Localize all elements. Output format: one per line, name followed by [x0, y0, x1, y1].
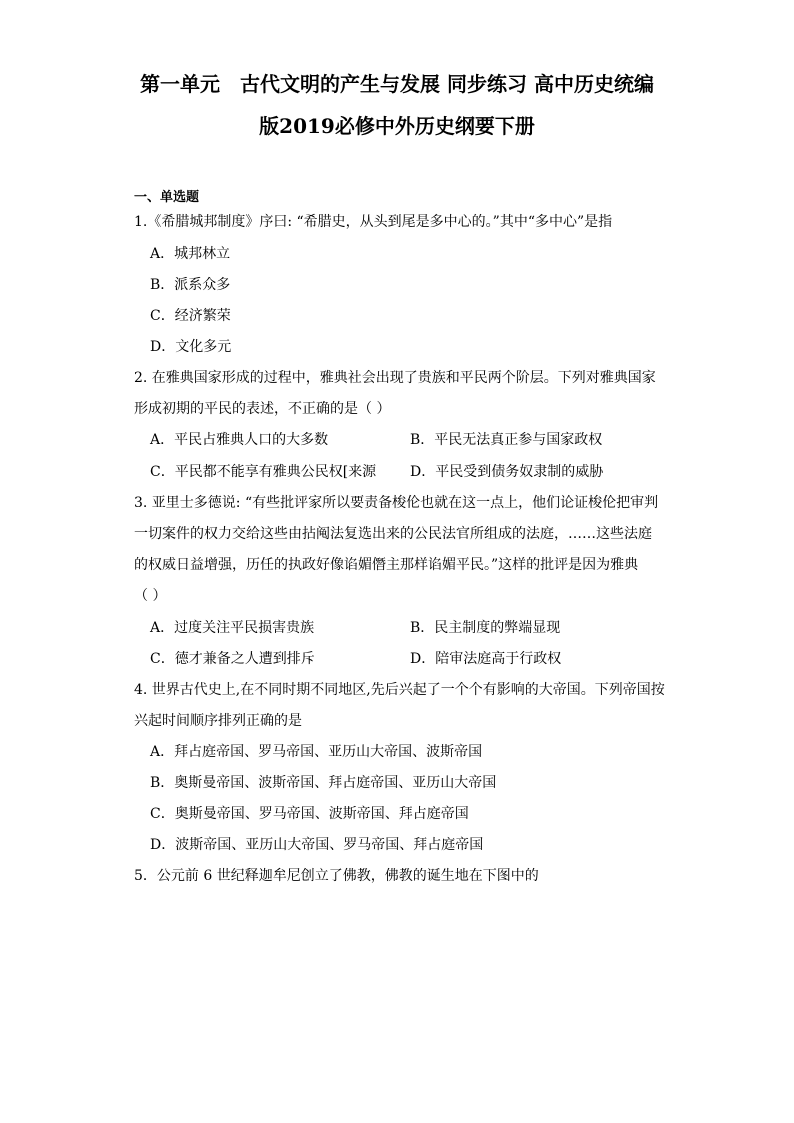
question-3-stem-line-3: 的权威日益增强，历任的执政好像谄媚僭主那样谄媚平民。”这样的批评是因为雅典: [134, 557, 639, 573]
question-5-stem: 5．公元前 6 世纪释迦牟尼创立了佛教，佛教的诞生地在下图中的: [134, 868, 539, 884]
section-heading: 一、单选题: [134, 190, 200, 205]
question-1-option-b: B．派系众多: [150, 277, 231, 293]
question-1-option-d: D．文化多元: [150, 339, 232, 355]
question-4-stem-line-1: 4. 世界古代史上,在不同时期不同地区,先后兴起了一个个有影响的大帝国。下列帝国按: [134, 682, 665, 698]
question-3-stem-line-4: （ ）: [134, 588, 167, 604]
question-3-option-c: C．德才兼备之人遭到排斥: [150, 651, 315, 667]
question-4-option-a: A．拜占庭帝国、罗马帝国、亚历山大帝国、波斯帝国: [150, 744, 483, 760]
question-4-stem-line-2: 兴起时间顺序排列正确的是: [134, 713, 302, 729]
question-4-option-b: B．奥斯曼帝国、波斯帝国、拜占庭帝国、亚历山大帝国: [150, 775, 497, 791]
question-3-option-d: D．陪审法庭高于行政权: [410, 651, 562, 667]
question-3-option-a: A．过度关注平民损害贵族: [150, 620, 315, 636]
document-title-line-2: 版2019必修中外历史纲要下册: [259, 114, 535, 138]
question-2-stem-line-1: 2. 在雅典国家形成的过程中，雅典社会出现了贵族和平民两个阶层。下列对雅典国家: [134, 370, 656, 386]
question-3-stem-line-2: 一切案件的权力交给这些由拈阄法复选出来的公民法官所组成的法庭，……这些法庭: [134, 526, 652, 542]
question-1-option-a: A．城邦林立: [150, 246, 231, 262]
question-2-option-a: A．平民占雅典人口的大多数: [150, 432, 329, 448]
question-3-stem-line-1: 3. 亚里士多德说: “有些批评家所以要责备梭伦也就在这一点上，他们论证梭伦把审判: [134, 495, 659, 511]
question-1-stem: 1.《希腊城邦制度》序曰: “希腊史，从头到尾是多中心的。”其中“多中心”是指: [134, 214, 613, 230]
question-3-option-b: B．民主制度的弊端显现: [410, 620, 561, 636]
question-4-option-c: C．奥斯曼帝国、罗马帝国、波斯帝国、拜占庭帝国: [150, 806, 469, 822]
document-title-line-1: 第一单元 古代文明的产生与发展 同步练习 高中历史统编: [140, 72, 654, 96]
question-1-option-c: C．经济繁荣: [150, 308, 231, 324]
question-2-option-d: D．平民受到债务奴隶制的威胁: [410, 464, 604, 480]
question-2-option-c: C．平民都不能享有雅典公民权[来源: [150, 464, 377, 480]
question-2-stem-line-2: 形成初期的平民的表述，不正确的是（ ）: [134, 401, 391, 417]
question-2-option-b: B．平民无法真正参与国家政权: [410, 432, 603, 448]
question-4-option-d: D．波斯帝国、亚历山大帝国、罗马帝国、拜占庭帝国: [150, 837, 484, 853]
